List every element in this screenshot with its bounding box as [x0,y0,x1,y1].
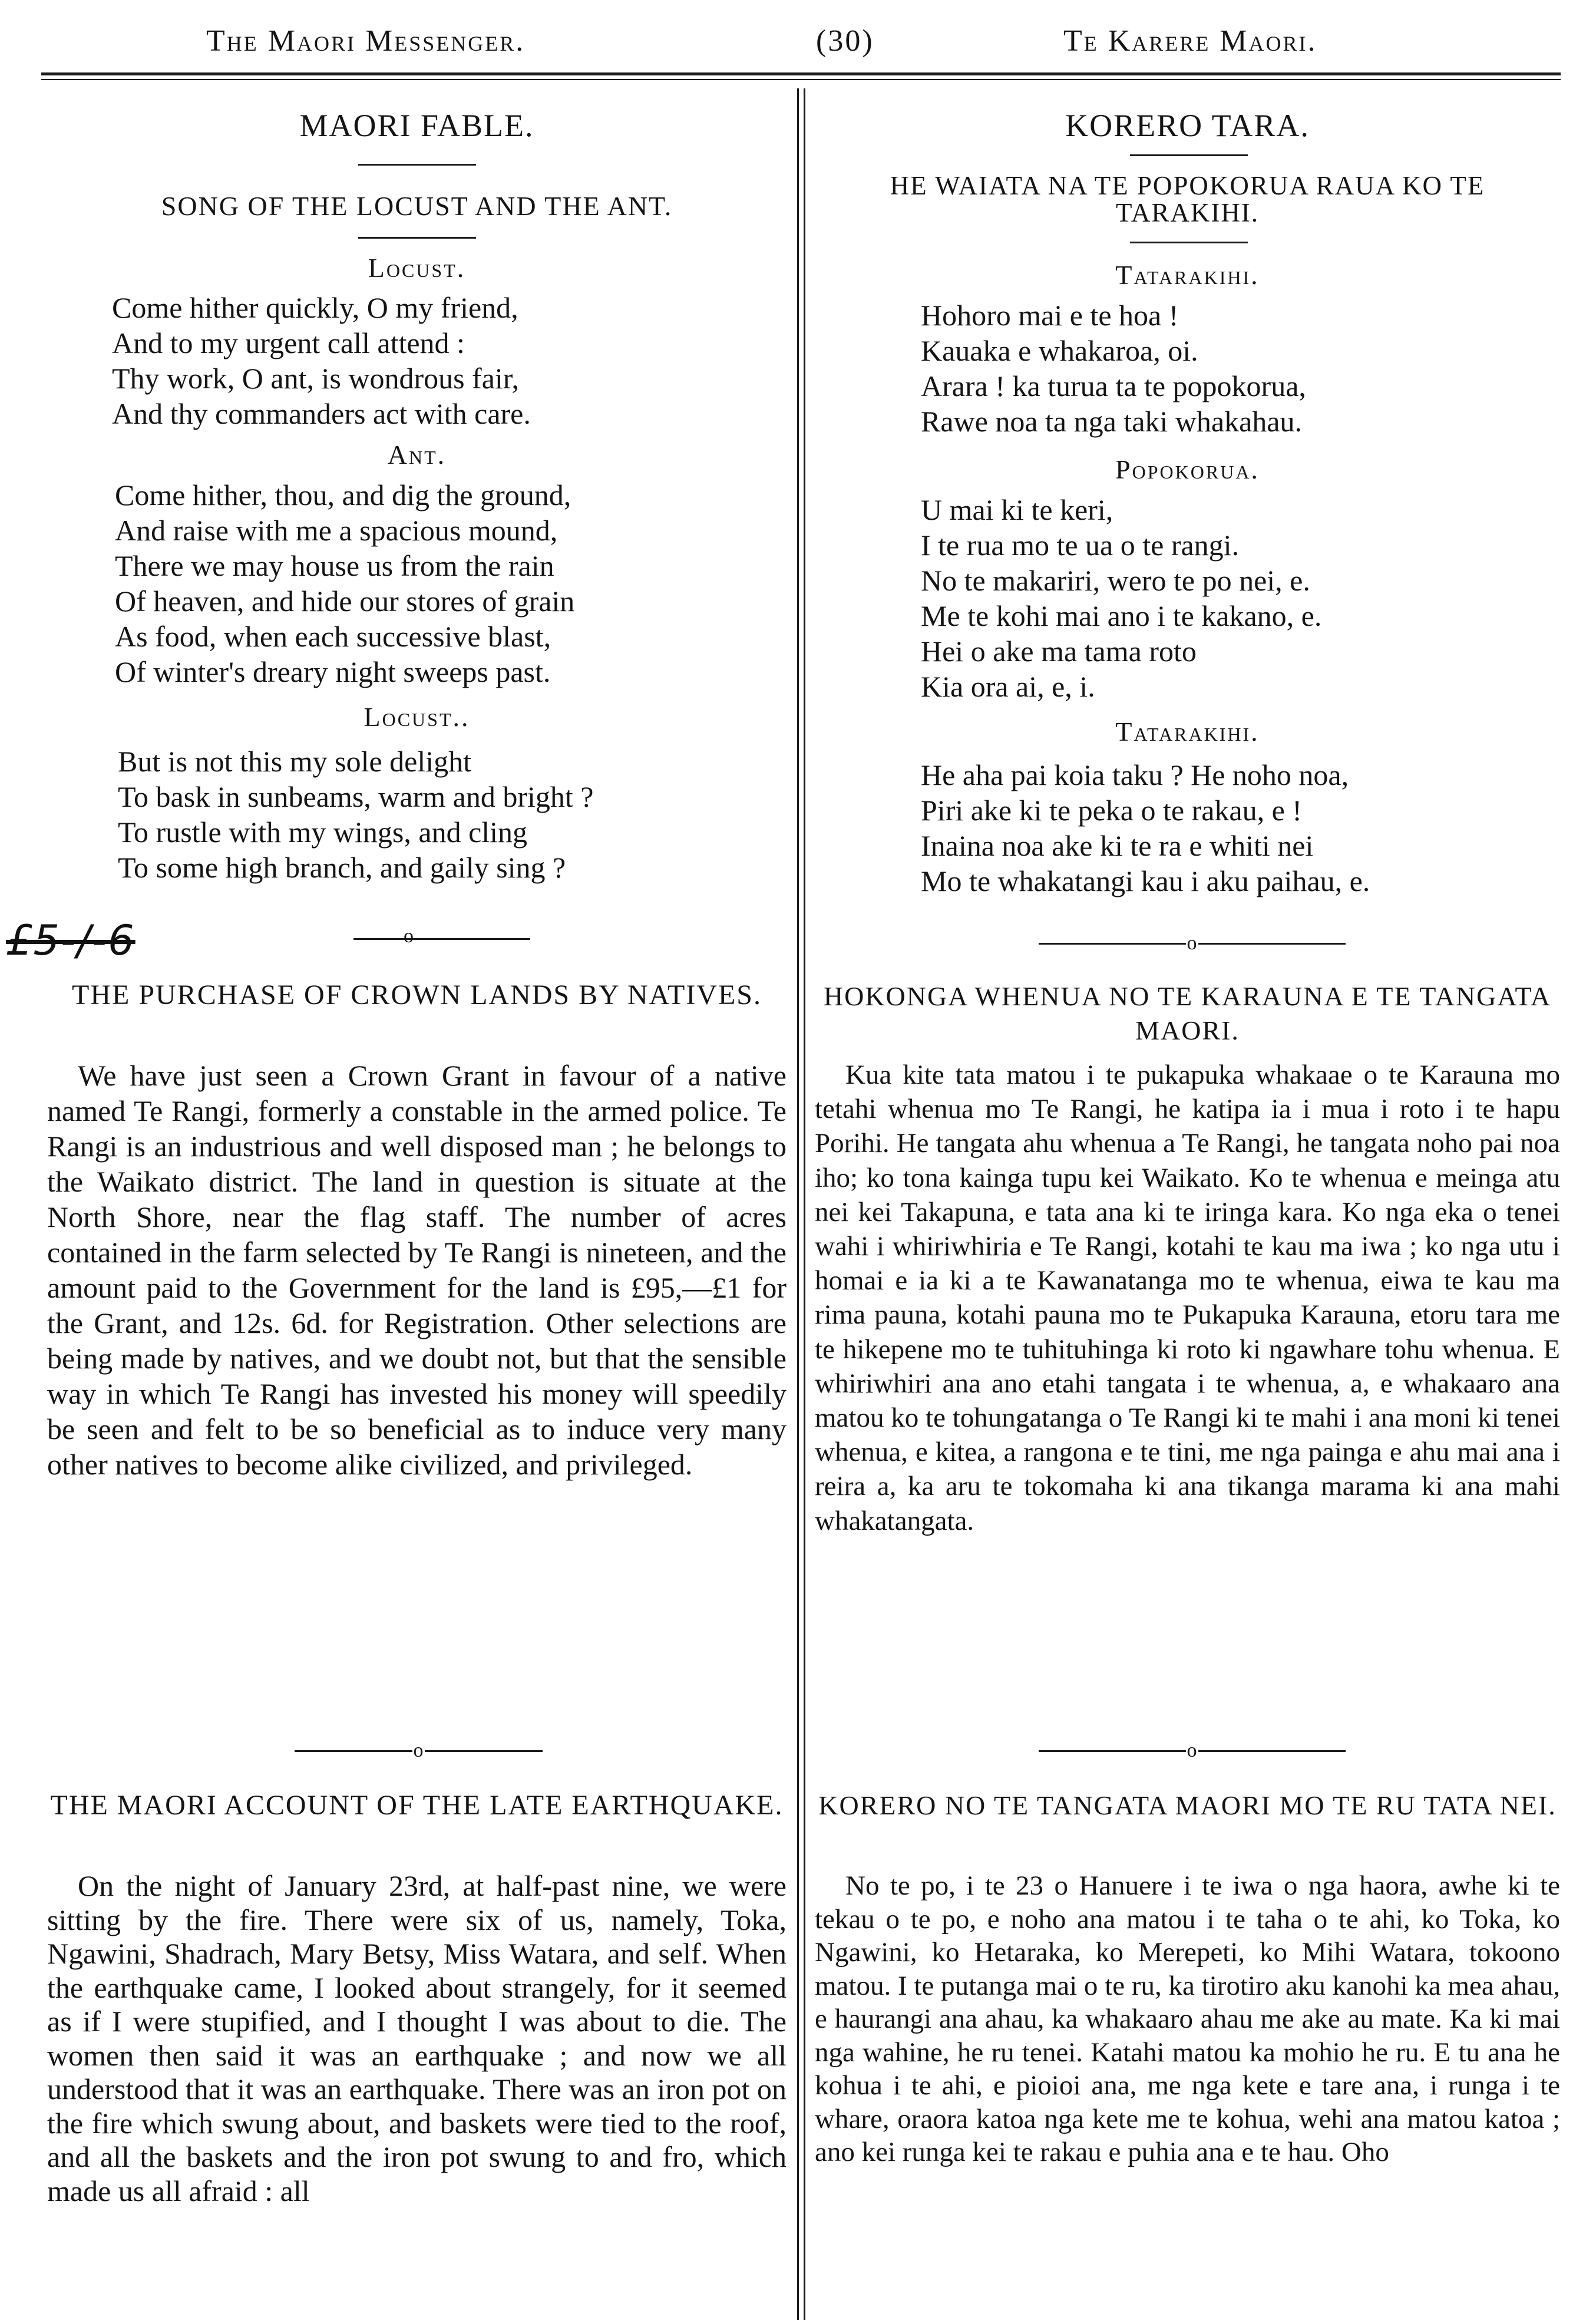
english-column [47,0,787,2320]
fable-subtitle: SONG OF THE LOCUST AND THE ANT. [161,191,673,221]
fable-subtitle: HE WAIATA NA TE POPOKORUA RAUA KO TE TARAKIHI. [890,171,1485,227]
verse-line: And raise with me a spacious mound, [115,514,558,547]
verse-line: Arara ! ka turua ta te popokorua, [921,369,1306,402]
verse-line: Come hither, thou, and dig the ground, [115,478,571,511]
speaker-ant: Ant. [387,440,447,470]
verse-line: To rustle with my wings, and cling [118,816,528,849]
verse-line: Rawe noa ta nga taki whakahau. [921,405,1302,438]
short-divider [358,237,476,239]
verse-line: To bask in sunbeams, warm and bright ? [118,780,594,813]
verse-line: Come hither quickly, O my friend, [112,291,518,324]
earthquake-article: No te po, i te 23 o Hanuere i te iwa o nga haora, awhe ki te tekau o te po, e noho ana matou i te taha o te ahi, ko Toka, ko Ngawini, ko Hetaraka, ko Merepeti, ko Mihi Watara, tokoono matou. I te putanga mai o te ru, ka tirotiro aku kanohi ka mea ahau, e haurangi ana ahau, ka whakaaro ahau me ake au mate. Ka ki mai nga wahine, he ru tenei. Katahi matou ka mohio he ru. E tu ana he kohua i te ahi, e pioioi ana, me nga kete e tare ana, i runga i te whare, oraora katoa nga kete me te kohua, wehi ana matou katoa ; ano kei runga kei te rakau e puhia ana e te hau. Oho [815,1870,1560,2167]
verse-line: No te makariri, wero te po nei, e. [921,564,1310,597]
column-divider [804,88,805,2320]
verse-line: He aha pai koia taku ? He noho noa, [921,758,1349,791]
verse-line: Me te kohi mai ano i te kakano, e. [921,599,1322,632]
masthead-english: The Maori Messenger. [206,24,526,58]
verse-line: But is not this my sole delight [118,745,472,778]
masthead-maori: Te Karere Maori. [1063,24,1317,58]
short-divider [1130,242,1248,243]
verse-line: Piri ake ki te peka o te rakau, e ! [921,794,1302,827]
verse-stanza [115,477,574,689]
verse-line: Of winter's dreary night sweeps past. [115,655,551,688]
purchase-title: THE PURCHASE OF CROWN LANDS BY NATIVES. [72,979,762,1011]
short-divider [358,164,476,166]
earthquake-title: KORERO NO TE TANGATA MAORI MO TE RU TATA NEI. [818,1790,1557,1820]
section-separator: o [1036,931,1348,955]
section-separator [353,938,530,940]
purchase-article: Kua kite tata matou i te pukapuka whakaae o te Karauna mo tetahi whenua mo Te Rangi, he katipa ia i mua i roto i te hapu Porihi. He tangata ahu whenua a Te Rangi, he tangata noho pai noa iho; ko tona kainga tupu kei Waikato. Ko te whenua e meinga atu nei kei Takapuna, e tata ana ki te iringa kara. Ko nga eka o tenei wahi i whiriwhiria e Te Rangi, kotahi te kau ma iwa ; ko nga utu i homai e ia ki a te Kawanatanga mo te whenua, eiwa te kau ma rima pauna, kotahi pauna mo te Pukapuka Karauna, etoru tara me te hikepene mo te tuhituhinga ki roto ki ngawhare tohu whenua. E whiriwhiri ana ano etahi tangata i te whenua, a, e whakaaro ana matou ko te tohungatanga o Te Rangi ki te mahi i ana moni ki tenei whenua, e kitea, a rangona e te tini, me nga painga e ahu mai ana i reira a, ka aru te tokomaha ki ana tikanga marama ki ana mahi whakatangata. [815,1060,1560,1536]
speaker-popokorua: Popokorua. [1115,454,1260,484]
short-divider [1130,154,1248,156]
purchase-title: HOKONGA WHENUA NO TE KARAUNA E TE TANGATA MAORI. [823,981,1552,1045]
column-divider [797,88,799,2320]
verse-line: Of heaven, and hide our stores of grain [115,585,575,618]
verse-line: And to my urgent call attend : [112,326,465,359]
verse-stanza [921,757,1370,899]
verse-line: There we may house us from the rain [115,549,554,582]
speaker-locust: Locust. [368,253,466,283]
verse-line: Thy work, O ant, is wondrous fair, [112,362,519,395]
handwritten-price-note: £5-/-6 [6,916,136,965]
verse-line: Hei o ake ma tama roto [921,635,1197,668]
maori-column [815,0,1560,2320]
earthquake-title: THE MAORI ACCOUNT OF THE LATE EARTHQUAKE. [50,1790,784,1821]
verse-line: Hohoro mai e te hoa ! [921,299,1179,332]
verse-line: Inaina noa ake ki te ra e whiti nei [921,829,1314,862]
verse-line: And thy commanders act with care. [112,397,531,430]
verse-line: U mai ki te keri, [921,493,1113,526]
verse-line: To some high branch, and gaily sing ? [118,851,566,884]
verse-line: As food, when each successive blast, [115,620,551,653]
fable-title: MAORI FABLE. [299,108,534,143]
separator-ornament: o [404,925,414,947]
verse-line: Kia ora ai, e, i. [921,670,1095,703]
speaker-locust: Locust.. [364,702,470,732]
section-separator: o [292,1738,545,1762]
verse-stanza [921,298,1306,439]
section-separator: o [1036,1738,1348,1762]
earthquake-article: On the night of January 23rd, at half-past nine, we were sitting by the fire. There were six of us, namely, Toka, Ngawini, Shadrach, Mary Betsy, Miss Watara, and self. When the earthquake came, I looked about strangely, for it seemed as if I were stupified, and I thought I was about to die. The women then said it was an earthquake ; and now we all understood that it was an earthquake. There was an iron pot on the fire which swung about, and baskets were tied to the roof, and all the baskets and the iron pot swung to and fro, which made us all afraid : all [47,1869,787,2207]
verse-line: I te rua mo te ua o te rangi. [921,529,1240,562]
speaker-tatarakihi: Tatarakihi. [1115,717,1260,747]
verse-stanza [112,290,531,431]
verse-stanza [921,492,1321,704]
verse-line: Kauaka e whakaroa, oi. [921,334,1198,367]
verse-line: Mo te whakatangi kau i aku paihau, e. [921,864,1370,897]
speaker-tatarakihi: Tatarakihi. [1115,260,1260,290]
purchase-article: We have just seen a Crown Grant in favour of a native named Te Rangi, formerly a constable in the armed police. Te Rangi is an industrious and well disposed man ; he belongs to the Waikato district. The land in question is situate at the North Shore, near the flag staff. The number of acres contained in the farm selected by Te Rangi is nineteen, and the amount paid to the Government for the land is £95,—£1 for the Grant, and 12s. 6d. for Registration. Other selections are being made by natives, and we doubt not, but that the sensible way in which Te Rangi has invested his money will speedily be seen and felt to be so beneficial as to induce very many other natives to become alike civilized, and privileged. [47,1059,787,1481]
fable-title: KORERO TARA. [1065,108,1310,143]
page-number: (30) [816,24,874,58]
verse-stanza [118,744,593,885]
